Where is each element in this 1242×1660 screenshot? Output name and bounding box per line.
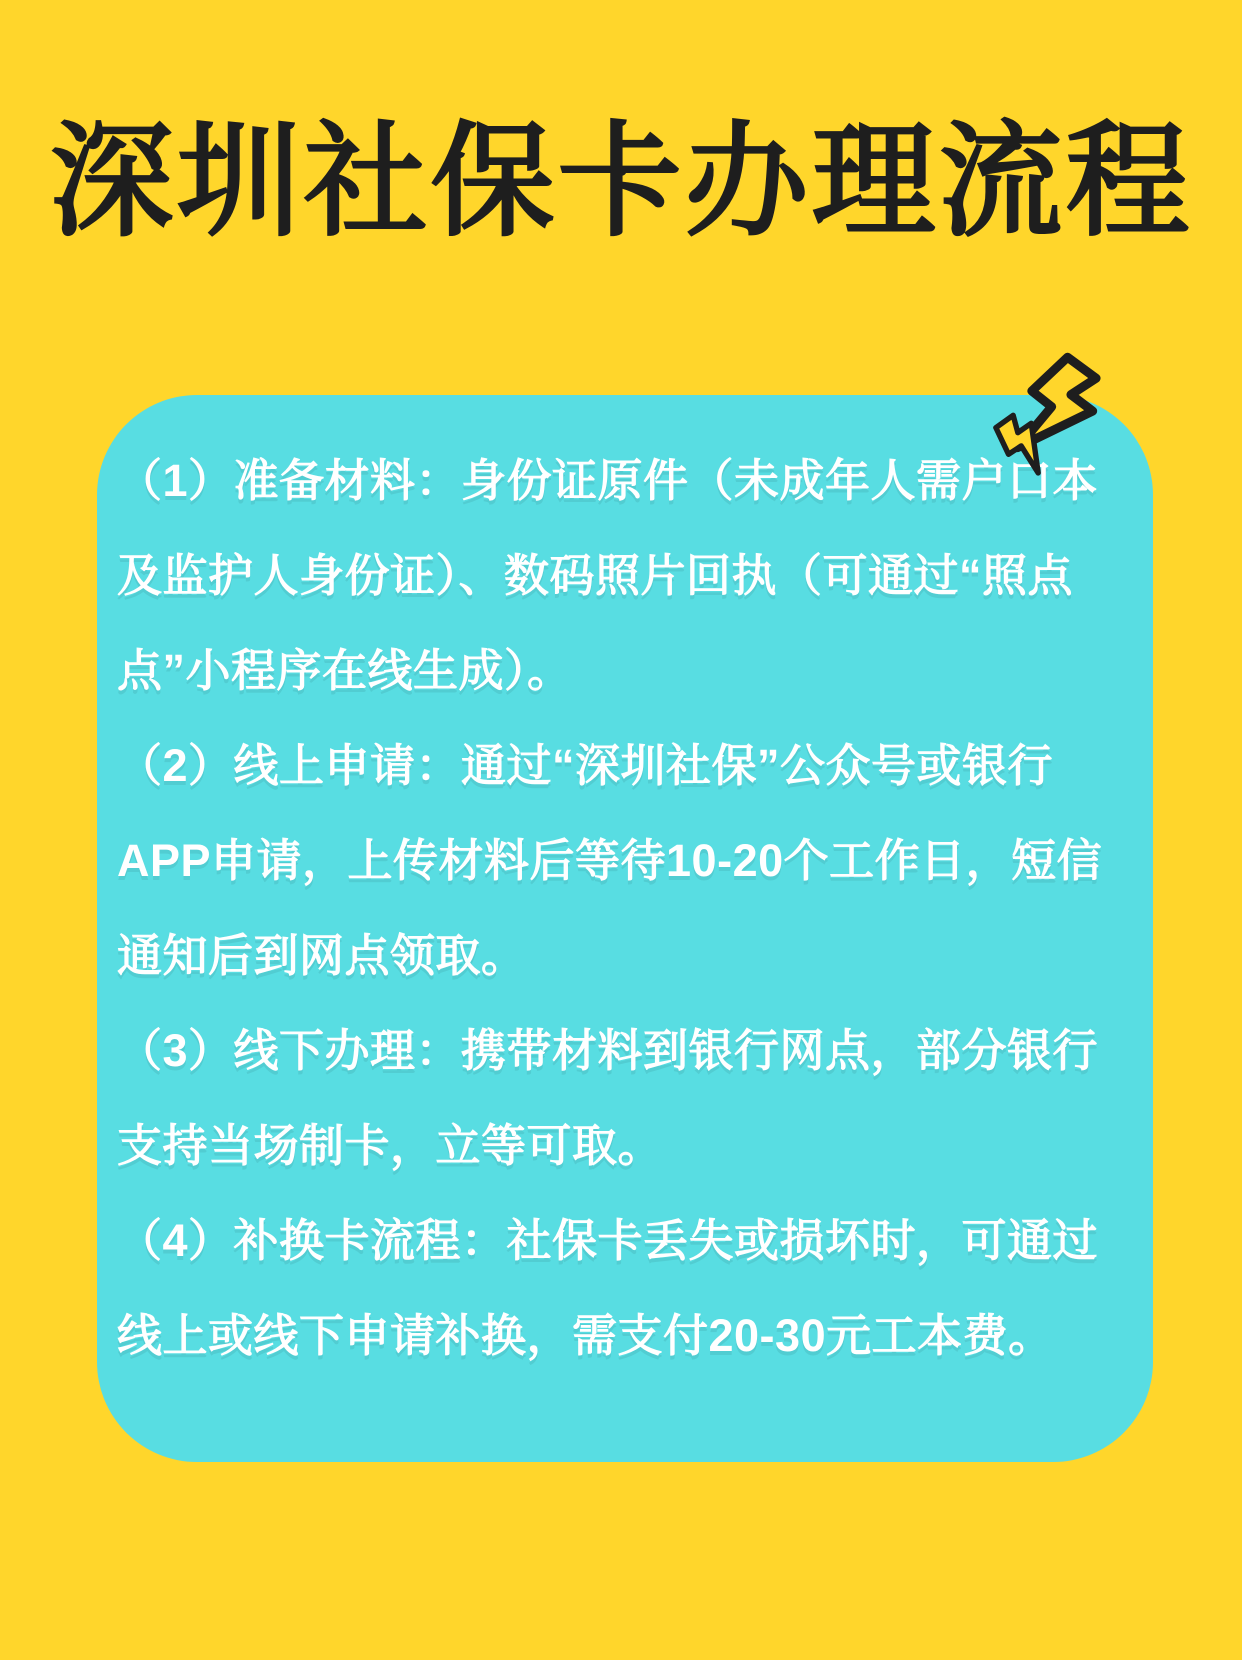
step-4-text: （4）补换卡流程：社保卡丢失或损坏时，可通过线上或线下申请补换，需支付20-30元工本费。	[117, 1215, 1099, 1361]
step-1-text: （1）准备材料：身份证原件（未成年人需户口本及监护人身份证）、数码照片回执（可通过“照点点”小程序在线生成）。	[117, 455, 1099, 696]
page-title: 深圳社保卡办理流程	[49, 113, 1193, 251]
info-panel	[97, 395, 1153, 1462]
lightning-bolt-icon	[985, 347, 1135, 507]
step-2-text: （2）线上申请：通过“深圳社保”公众号或银行APP申请，上传材料后等待10-20个工作日，短信通知后到网点领取。	[117, 740, 1103, 981]
step-3-text: （3）线下办理：携带材料到银行网点，部分银行支持当场制卡，立等可取。	[117, 1025, 1099, 1171]
